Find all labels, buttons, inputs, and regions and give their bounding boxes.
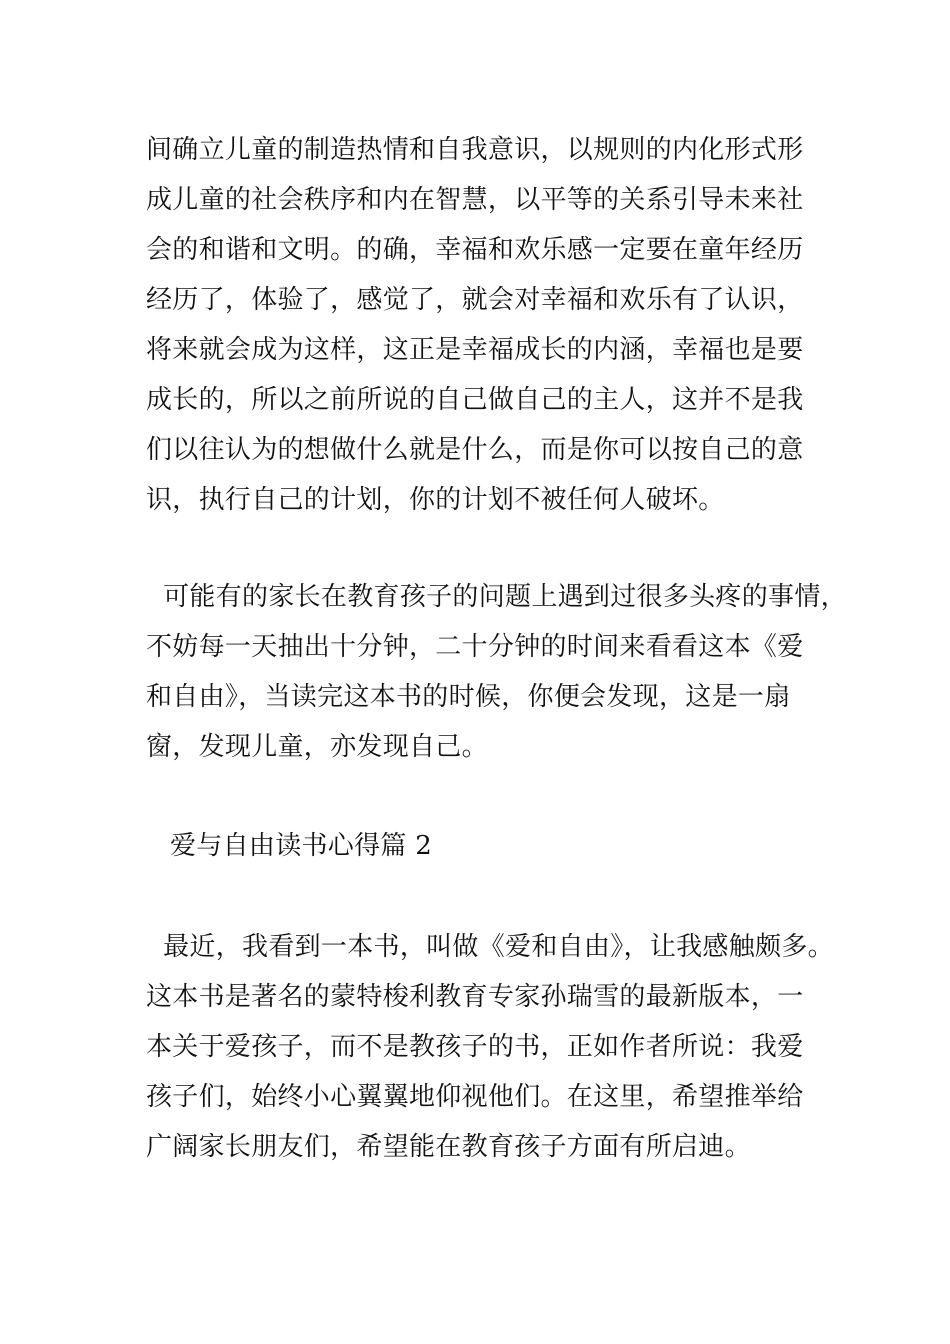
paragraph-1-line: 成长的，所以之前所说的自己做自己的主人，这并不是我: [146, 385, 804, 415]
paragraph-2-line: 和自由》，当读完这本书的时候，你便会发现，这是一扇: [146, 682, 791, 712]
paragraph-1-line: 会的和谐和文明。的确，幸福和欢乐感一定要在童年经历: [146, 235, 804, 265]
paragraph-3-line: 这本书是著名的蒙特梭利教育专家孙瑞雪的最新版本，一: [146, 982, 804, 1012]
paragraph-1-line: 成儿童的社会秩序和内在智慧，以平等的关系引导未来社: [146, 185, 804, 215]
paragraph-1-line: 们以往认为的想做什么就是什么，而是你可以按自己的意: [146, 435, 804, 465]
section-heading: 爱与自由读书心得篇 2: [170, 831, 433, 861]
paragraph-3-line: 本关于爱孩子，而不是教孩子的书，正如作者所说：我爱: [146, 1032, 804, 1062]
paragraph-2-line: 窗，发现儿童，亦发现自己。: [146, 732, 488, 762]
paragraph-3-line: 广阔家长朋友们，希望能在教育孩子方面有所启迪。: [146, 1132, 751, 1162]
paragraph-3-line: 孩子们，始终小心翼翼地仰视他们。在这里，希望推举给: [146, 1082, 804, 1112]
paragraph-2-line: 可能有的家长在教育孩子的问题上遇到过很多头疼的事情，: [146, 582, 847, 612]
paragraph-1-line: 间确立儿童的制造热情和自我意识，以规则的内化形式形: [146, 135, 804, 165]
paragraph-2-line: 不妨每一天抽出十分钟，二十分钟的时间来看看这本《爱: [146, 632, 804, 662]
paragraph-1-line: 将来就会成为这样，这正是幸福成长的内涵，幸福也是要: [146, 335, 804, 365]
paragraph-1-line: 识，执行自己的计划，你的计划不被任何人破坏。: [146, 485, 725, 515]
paragraph-1-line: 经历了，体验了，感觉了，就会对幸福和欢乐有了认识，: [146, 285, 804, 315]
paragraph-3-line: 最近，我看到一本书，叫做《爱和自由》，让我感触颇多。: [146, 932, 834, 962]
